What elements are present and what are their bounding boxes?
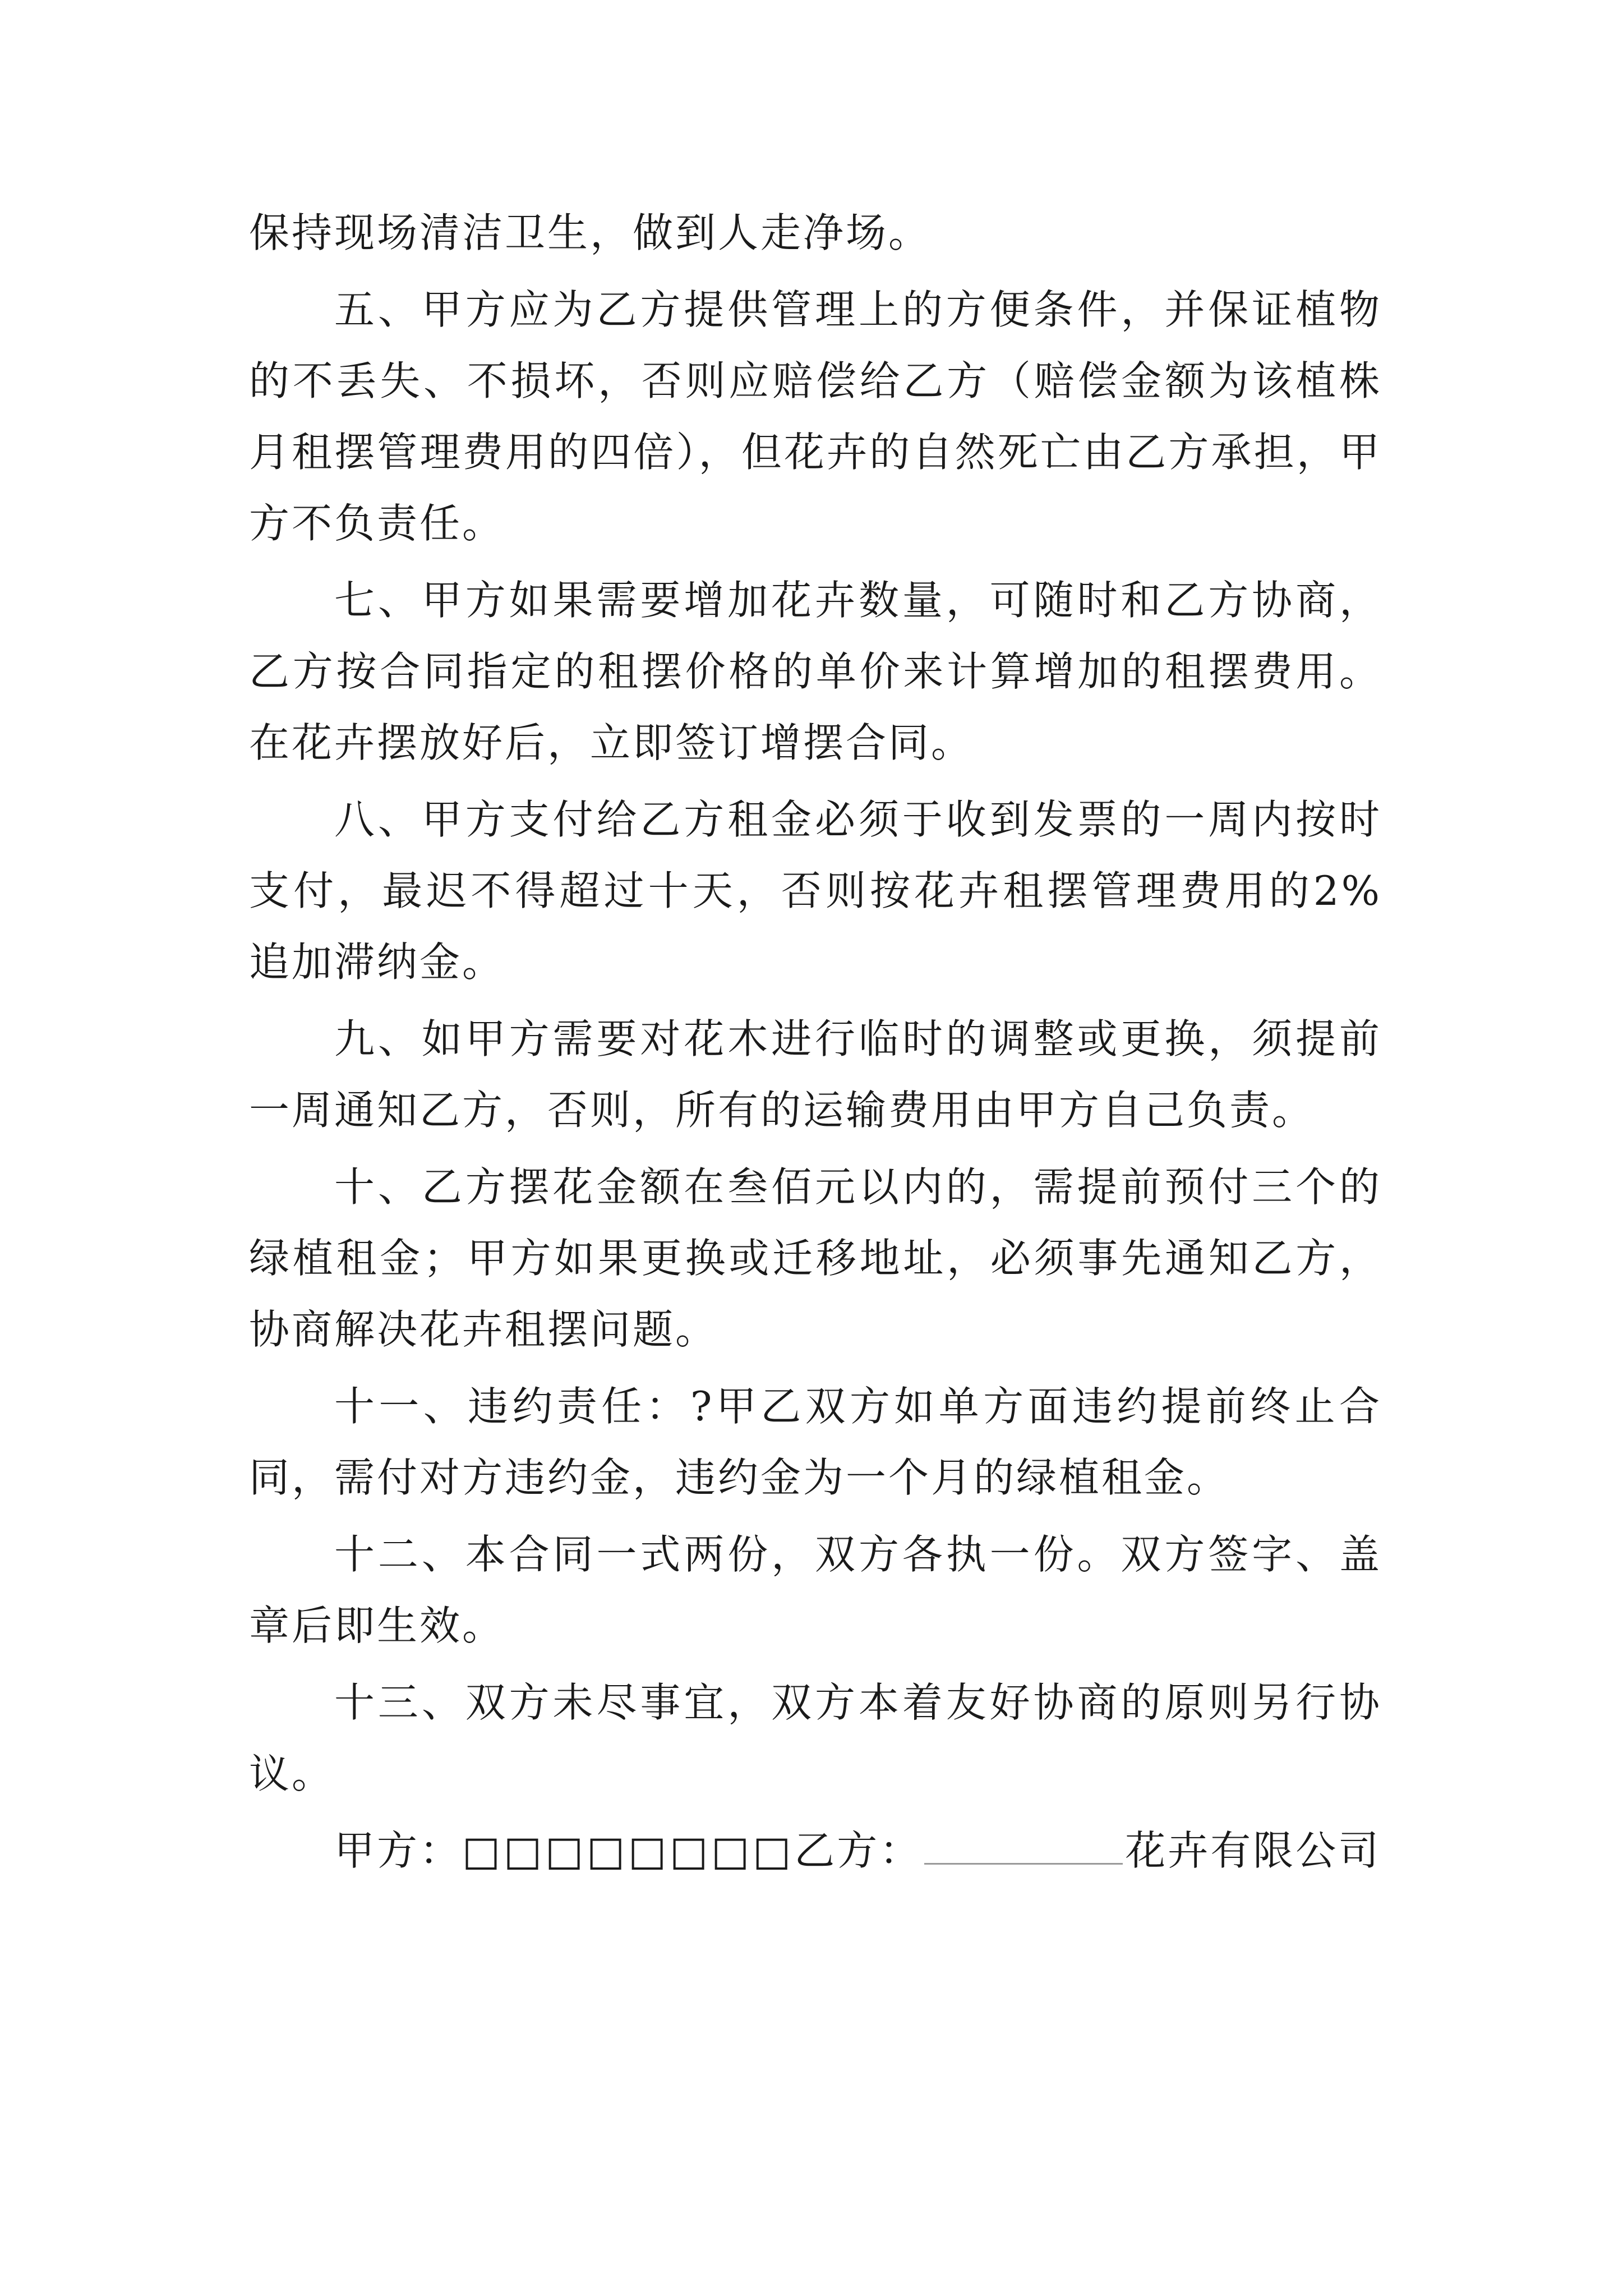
signature-line bbox=[249, 1815, 1382, 1887]
paragraph-clause-7: 七、甲方如果需要增加花卉数量，可随时和乙方协商，乙方按合同指定的租摆价格的单价来计算增加的租摆费用。在花卉摆放好后，立即签订增摆合同。 bbox=[249, 577, 1382, 766]
paragraph-clause-12: 十二、本合同一式两份，双方各执一份。双方签字、盖章后即生效。 bbox=[249, 1531, 1382, 1649]
paragraph-clause-13: 十三、双方未尽事宜，双方本着友好协商的原则另行协议。 bbox=[249, 1679, 1382, 1797]
party-a-signature-boxes: □□□□□□□□ bbox=[462, 1827, 795, 1874]
paragraph-clause-10: 十、乙方摆花金额在叁佰元以内的，需提前预付三个的绿植租金；甲方如果更换或迁移地址，必须事先通知乙方，协商解决花卉租摆问题。 bbox=[249, 1163, 1382, 1353]
party-a-label: 甲方： bbox=[334, 1827, 463, 1874]
party-b-label: 乙方： bbox=[794, 1827, 923, 1874]
paragraph-cleanliness: 保持现场清洁卫生，做到人走净场。 bbox=[249, 209, 932, 256]
party-b-company-suffix: 花卉有限公司 bbox=[1125, 1827, 1381, 1874]
paragraph-clause-5: 五、甲方应为乙方提供管理上的方便条件，并保证植物的不丢失、不损坏，否则应赔偿给乙方（赔偿金额为该植株月租摆管理费用的四倍），但花卉的自然死亡由乙方承担，甲方不负责任。 bbox=[249, 286, 1382, 547]
paragraph-clause-8: 八、甲方支付给乙方租金必须于收到发票的一周内按时支付，最迟不得超过十天，否则按花卉租摆管理费用的2%追加滞纳金。 bbox=[249, 796, 1382, 986]
contract-body bbox=[249, 197, 1382, 1887]
party-b-blank-line bbox=[924, 1827, 1123, 1865]
paragraph-clause-9: 九、如甲方需要对花木进行临时的调整或更换，须提前一周通知乙方，否则，所有的运输费用由甲方自己负责。 bbox=[249, 1015, 1382, 1134]
paragraph-clause-11: 十一、违约责任：?甲乙双方如单方面违约提前终止合同，需付对方违约金，违约金为一个月的绿植租金。 bbox=[249, 1383, 1382, 1501]
